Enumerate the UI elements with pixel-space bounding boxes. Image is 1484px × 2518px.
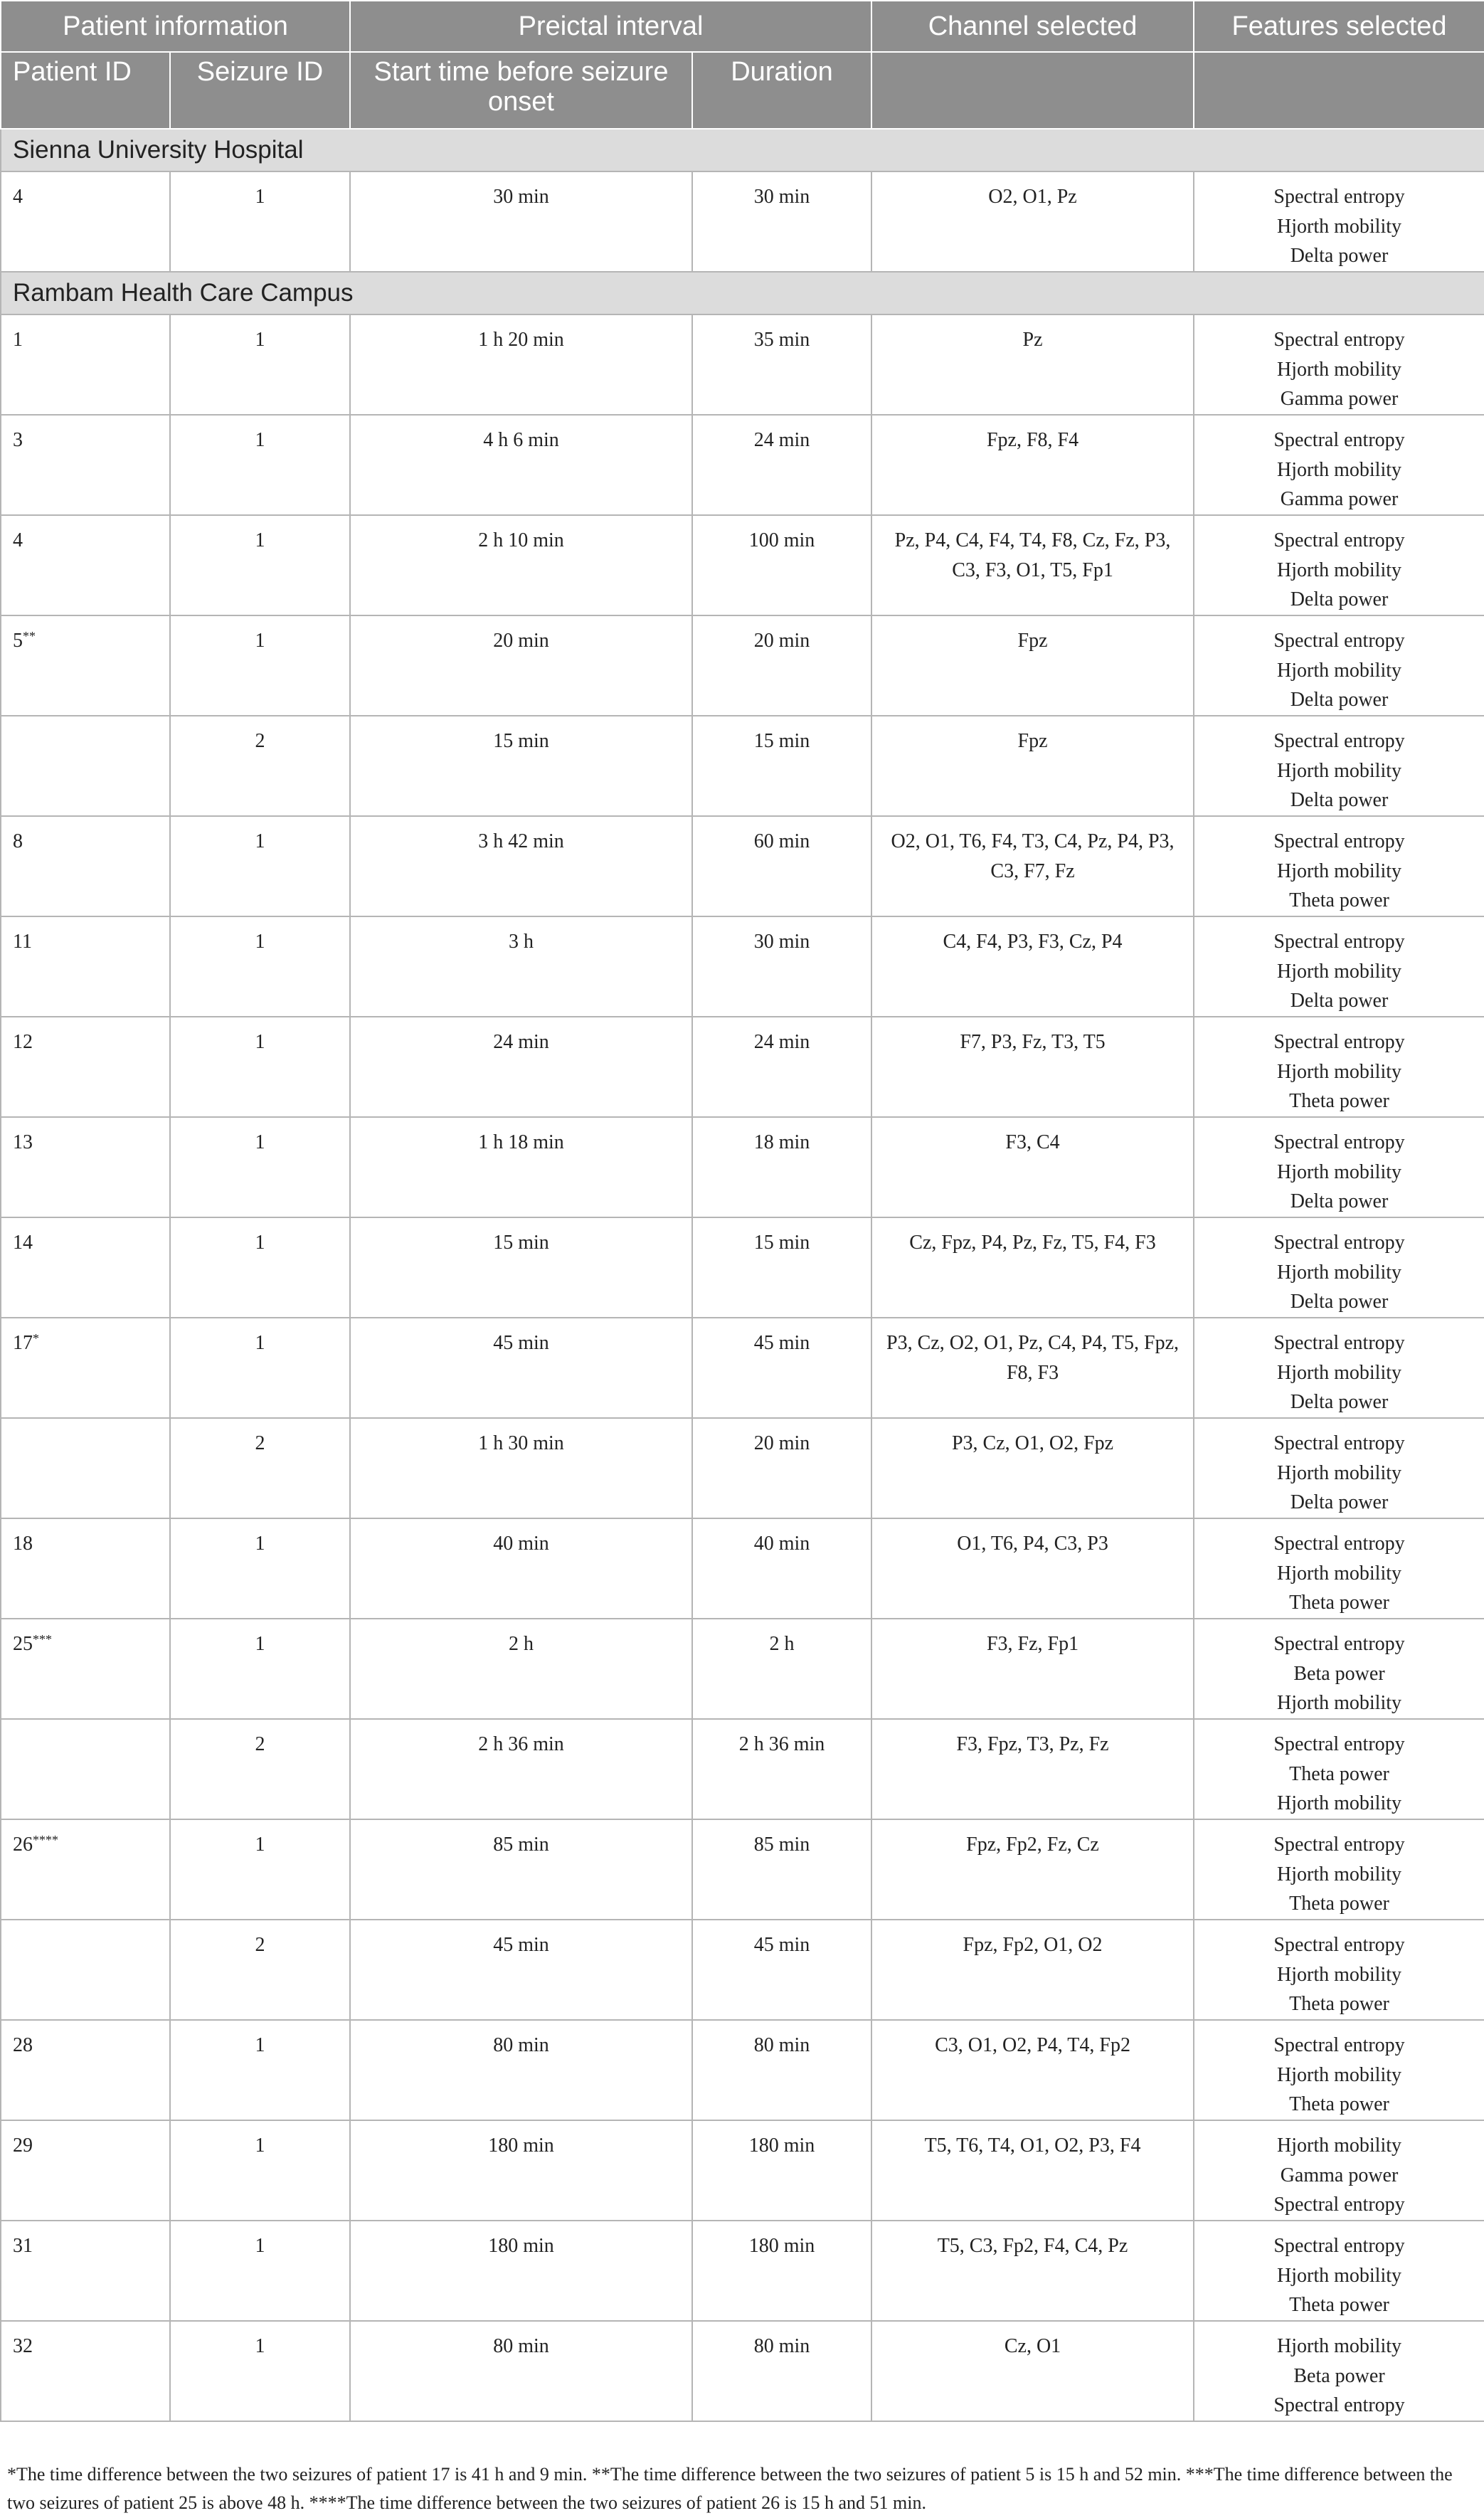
cell-start-time: 3 h [350, 916, 692, 1017]
patient-id-value: 4 [13, 186, 23, 208]
cell-seizure-id: 1 [170, 515, 350, 615]
patient-id-value: 12 [13, 1031, 33, 1053]
cell-channels: Fpz, Fp2, Fz, Cz [871, 1819, 1194, 1920]
feature-item: Theta power [1289, 1893, 1389, 1915]
cell-start-time: 2 h 36 min [350, 1719, 692, 1819]
patient-id-value: 11 [13, 931, 32, 953]
feature-item: Spectral entropy [1273, 630, 1405, 652]
cell-seizure-id: 1 [170, 1518, 350, 1619]
feature-item: Spectral entropy [1273, 1934, 1405, 1956]
cell-start-time: 30 min [350, 171, 692, 272]
table-row [1, 816, 1484, 916]
feature-item: Hjorth mobility [1277, 759, 1402, 782]
cell-patient-id [1, 415, 170, 515]
feature-item: Delta power [1290, 1491, 1389, 1513]
cell-channels: F3, C4 [871, 1117, 1194, 1217]
cell-seizure-id: 1 [170, 2321, 350, 2421]
patient-id-value: 8 [13, 830, 23, 852]
cell-start-time: 45 min [350, 1920, 692, 2020]
feature-item: Delta power [1290, 789, 1389, 811]
cell-features [1194, 314, 1484, 415]
cell-seizure-id: 1 [170, 171, 350, 272]
cell-seizure-id: 1 [170, 615, 350, 716]
cell-channels: Fpz, Fp2, O1, O2 [871, 1920, 1194, 2020]
cell-start-time: 1 h 18 min [350, 1117, 692, 1217]
table-row [1, 415, 1484, 515]
cell-start-time: 3 h 42 min [350, 816, 692, 916]
cell-duration: 45 min [692, 1318, 871, 1418]
cell-duration: 30 min [692, 171, 871, 272]
feature-item: Spectral entropy [1273, 730, 1405, 752]
table-row [1, 2221, 1484, 2321]
feature-item: Hjorth mobility [1277, 1461, 1402, 1484]
footnote-marker: * [33, 1331, 39, 1345]
cell-channels: Pz [871, 314, 1194, 415]
cell-duration: 80 min [692, 2321, 871, 2421]
feature-item: Theta power [1289, 889, 1389, 911]
table-footnote: *The time difference between the two seizures of patient 17 is 41 h and 9 min. **The time difference between the two seizures of patient 5 is 15 h and 52 min. ***The time difference between the two seizures of patient 25 is above 48 h. ****The time difference between the two seizures of patient 26 is 15 h and 51 min. [7, 2464, 1453, 2513]
cell-duration: 24 min [692, 415, 871, 515]
feature-item: Hjorth mobility [1277, 960, 1402, 983]
feature-item: Gamma power [1280, 488, 1399, 510]
feature-item: Spectral entropy [1273, 2394, 1405, 2416]
cell-channels: Pz, P4, C4, F4, T4, F8, Cz, Fz, P3, C3, F3, O1, T5, Fp1 [871, 515, 1194, 615]
cell-seizure-id: 1 [170, 916, 350, 1017]
cell-duration: 24 min [692, 1017, 871, 1117]
cell-seizure-id: 1 [170, 1117, 350, 1217]
cell-start-time: 2 h 10 min [350, 515, 692, 615]
table-row [1, 2321, 1484, 2421]
cell-patient-id [1, 515, 170, 615]
header-row-groups [1, 1, 1484, 52]
cell-start-time: 2 h [350, 1619, 692, 1719]
feature-item: Delta power [1290, 1291, 1389, 1313]
cell-seizure-id: 2 [170, 1719, 350, 1819]
feature-item: Delta power [1290, 1391, 1389, 1413]
cell-duration: 180 min [692, 2221, 871, 2321]
patient-id-value: 32 [13, 2335, 33, 2357]
feature-item: Spectral entropy [1273, 2235, 1405, 2257]
cell-duration: 60 min [692, 816, 871, 916]
cell-seizure-id: 1 [170, 1318, 350, 1418]
cell-duration: 20 min [692, 615, 871, 716]
feature-item: Beta power [1293, 2364, 1385, 2387]
cell-start-time: 1 h 30 min [350, 1418, 692, 1518]
cell-features [1194, 1619, 1484, 1719]
cell-patient-id [1, 916, 170, 1017]
table-row [1, 515, 1484, 615]
cell-features [1194, 2120, 1484, 2221]
table-row [1, 1518, 1484, 1619]
feature-item: Spectral entropy [1273, 186, 1405, 208]
feature-item: Theta power [1289, 2093, 1389, 2115]
patient-id-value: 17 [13, 1332, 33, 1354]
cell-duration: 180 min [692, 2120, 871, 2221]
cell-seizure-id: 1 [170, 2221, 350, 2321]
cell-channels: Fpz [871, 716, 1194, 816]
table-row [1, 171, 1484, 272]
cell-duration: 85 min [692, 1819, 871, 1920]
cell-start-time: 20 min [350, 615, 692, 716]
cell-duration: 100 min [692, 515, 871, 615]
cell-channels: C4, F4, P3, F3, Cz, P4 [871, 916, 1194, 1017]
cell-start-time: 40 min [350, 1518, 692, 1619]
cell-seizure-id: 2 [170, 1418, 350, 1518]
feature-item: Hjorth mobility [1277, 1963, 1402, 1986]
feature-item: Spectral entropy [1273, 429, 1405, 451]
patient-id-value: 1 [13, 329, 23, 351]
cell-seizure-id: 1 [170, 1619, 350, 1719]
cell-features [1194, 1920, 1484, 2020]
cell-channels: O2, O1, Pz [871, 171, 1194, 272]
patient-id-value: 28 [13, 2034, 33, 2056]
feature-item: Spectral entropy [1273, 931, 1405, 953]
header-patient-information: Patient information [1, 1, 350, 52]
cell-channels: Fpz [871, 615, 1194, 716]
cell-start-time: 15 min [350, 1217, 692, 1318]
feature-item: Spectral entropy [1273, 1332, 1405, 1354]
cell-duration: 15 min [692, 716, 871, 816]
table-row [1, 1418, 1484, 1518]
patient-id-value: 25 [13, 1633, 33, 1655]
table-row [1, 2020, 1484, 2120]
cell-patient-id [1, 171, 170, 272]
table-row [1, 314, 1484, 415]
table-row [1, 1719, 1484, 1819]
cell-start-time: 80 min [350, 2321, 692, 2421]
feature-item: Spectral entropy [1273, 2034, 1405, 2056]
footnote-marker: **** [33, 1833, 58, 1847]
feature-item: Delta power [1290, 245, 1389, 267]
section-row [1, 272, 1484, 314]
cell-duration: 35 min [692, 314, 871, 415]
cell-patient-id [1, 2020, 170, 2120]
feature-item: Hjorth mobility [1277, 2063, 1402, 2086]
cell-seizure-id: 2 [170, 1920, 350, 2020]
patient-id-value: 5 [13, 630, 23, 652]
cell-features [1194, 1518, 1484, 1619]
cell-channels: F3, Fpz, T3, Pz, Fz [871, 1719, 1194, 1819]
cell-start-time: 85 min [350, 1819, 692, 1920]
cell-channels: T5, C3, Fp2, F4, C4, Pz [871, 2221, 1194, 2321]
footnote-marker: ** [23, 629, 36, 643]
table-row [1, 916, 1484, 1017]
feature-item: Hjorth mobility [1277, 1160, 1402, 1183]
patient-id-value: 13 [13, 1131, 33, 1153]
table-row [1, 1920, 1484, 2020]
cell-patient-id [1, 1017, 170, 1117]
patient-id-value: 4 [13, 529, 23, 551]
cell-features [1194, 1318, 1484, 1418]
header-duration: Duration [692, 52, 871, 129]
cell-patient-id [1, 1920, 170, 2020]
cell-patient-id [1, 2120, 170, 2221]
cell-features [1194, 1217, 1484, 1318]
patient-id-value: 29 [13, 2135, 33, 2157]
cell-patient-id [1, 1318, 170, 1418]
feature-item: Hjorth mobility [1277, 1261, 1402, 1284]
cell-duration: 18 min [692, 1117, 871, 1217]
table-row [1, 1819, 1484, 1920]
cell-channels: P3, Cz, O2, O1, Pz, C4, P4, T5, Fpz, F8, F3 [871, 1318, 1194, 1418]
cell-patient-id [1, 2321, 170, 2421]
cell-features [1194, 1719, 1484, 1819]
cell-seizure-id: 1 [170, 1017, 350, 1117]
cell-channels: Cz, Fpz, P4, Pz, Fz, T5, F4, F3 [871, 1217, 1194, 1318]
cell-duration: 40 min [692, 1518, 871, 1619]
table-row [1, 1017, 1484, 1117]
cell-features [1194, 2221, 1484, 2321]
cell-duration: 2 h [692, 1619, 871, 1719]
cell-channels: O2, O1, T6, F4, T3, C4, Pz, P4, P3, C3, F7, Fz [871, 816, 1194, 916]
cell-seizure-id: 1 [170, 314, 350, 415]
feature-item: Hjorth mobility [1277, 2264, 1402, 2287]
cell-features [1194, 716, 1484, 816]
feature-item: Spectral entropy [1273, 2194, 1405, 2216]
header-patient-id: Patient ID [1, 52, 170, 129]
table-row [1, 615, 1484, 716]
cell-channels: F3, Fz, Fp1 [871, 1619, 1194, 1719]
feature-item: Spectral entropy [1273, 1834, 1405, 1856]
cell-duration: 45 min [692, 1920, 871, 2020]
header-channel-selected: Channel selected [871, 1, 1194, 52]
cell-channels: Fpz, F8, F4 [871, 415, 1194, 515]
cell-patient-id [1, 2221, 170, 2321]
feature-item: Hjorth mobility [1277, 1562, 1402, 1585]
feature-item: Beta power [1293, 1662, 1385, 1685]
cell-channels: C3, O1, O2, P4, T4, Fp2 [871, 2020, 1194, 2120]
cell-duration: 20 min [692, 1418, 871, 1518]
cell-patient-id [1, 314, 170, 415]
patient-id-value: 18 [13, 1533, 33, 1555]
cell-start-time: 4 h 6 min [350, 415, 692, 515]
header-features-empty [1194, 52, 1484, 129]
feature-item: Hjorth mobility [1277, 859, 1402, 882]
header-preictal-interval: Preictal interval [350, 1, 871, 52]
feature-item: Gamma power [1280, 388, 1399, 410]
cell-patient-id [1, 1418, 170, 1518]
cell-patient-id [1, 1719, 170, 1819]
cell-channels: T5, T6, T4, O1, O2, P3, F4 [871, 2120, 1194, 2221]
table-row [1, 716, 1484, 816]
table-row [1, 1117, 1484, 1217]
cell-features [1194, 1418, 1484, 1518]
feature-item: Spectral entropy [1273, 1733, 1405, 1755]
cell-features [1194, 515, 1484, 615]
table-row [1, 1217, 1484, 1318]
feature-item: Spectral entropy [1273, 1432, 1405, 1454]
cell-features [1194, 1117, 1484, 1217]
cell-start-time: 180 min [350, 2221, 692, 2321]
feature-item: Hjorth mobility [1277, 458, 1402, 481]
cell-start-time: 180 min [350, 2120, 692, 2221]
table-row [1, 1619, 1484, 1719]
cell-features [1194, 816, 1484, 916]
cell-patient-id [1, 816, 170, 916]
feature-item: Hjorth mobility [1277, 1792, 1402, 1814]
cell-channels: Cz, O1 [871, 2321, 1194, 2421]
feature-item: Spectral entropy [1273, 1232, 1405, 1254]
cell-start-time: 80 min [350, 2020, 692, 2120]
section-rambam: Rambam Health Care Campus [1, 272, 1484, 314]
cell-channels: P3, Cz, O1, O2, Fpz [871, 1418, 1194, 1518]
cell-seizure-id: 1 [170, 1819, 350, 1920]
cell-duration: 15 min [692, 1217, 871, 1318]
cell-patient-id [1, 1619, 170, 1719]
feature-item: Hjorth mobility [1277, 1692, 1402, 1714]
feature-item: Hjorth mobility [1277, 1361, 1402, 1384]
cell-patient-id [1, 716, 170, 816]
cell-seizure-id: 2 [170, 716, 350, 816]
feature-item: Hjorth mobility [1277, 559, 1402, 581]
cell-duration: 80 min [692, 2020, 871, 2120]
header-channel-empty [871, 52, 1194, 129]
cell-patient-id [1, 1518, 170, 1619]
cell-seizure-id: 1 [170, 816, 350, 916]
table-body [1, 129, 1484, 2421]
feature-item: Theta power [1289, 1592, 1389, 1614]
table-row [1, 2120, 1484, 2221]
feature-item: Delta power [1290, 689, 1389, 711]
patient-id-value: 26 [13, 1834, 33, 1856]
cell-features [1194, 916, 1484, 1017]
cell-channels: F7, P3, Fz, T3, T5 [871, 1017, 1194, 1117]
section-sienna: Sienna University Hospital [1, 129, 1484, 171]
cell-features [1194, 615, 1484, 716]
feature-item: Theta power [1289, 1090, 1389, 1112]
cell-duration: 2 h 36 min [692, 1719, 871, 1819]
feature-item: Spectral entropy [1273, 830, 1405, 852]
feature-item: Hjorth mobility [1277, 1060, 1402, 1083]
feature-item: Theta power [1289, 1993, 1389, 2015]
feature-item: Spectral entropy [1273, 329, 1405, 351]
patient-id-value: 31 [13, 2235, 33, 2257]
cell-features [1194, 415, 1484, 515]
cell-start-time: 24 min [350, 1017, 692, 1117]
feature-item: Gamma power [1280, 2164, 1399, 2186]
feature-item: Spectral entropy [1273, 1131, 1405, 1153]
feature-item: Hjorth mobility [1277, 2335, 1402, 2357]
feature-item: Delta power [1290, 990, 1389, 1012]
feature-item: Spectral entropy [1273, 529, 1405, 551]
feature-item: Theta power [1289, 1762, 1389, 1785]
feature-item: Hjorth mobility [1277, 215, 1402, 238]
header-seizure-id: Seizure ID [170, 52, 350, 129]
cell-patient-id [1, 615, 170, 716]
cell-features [1194, 1017, 1484, 1117]
section-row [1, 129, 1484, 171]
feature-item: Hjorth mobility [1277, 659, 1402, 682]
header-start-time: Start time before seizure onset [350, 52, 692, 129]
feature-item: Spectral entropy [1273, 1633, 1405, 1655]
cell-patient-id [1, 1819, 170, 1920]
header-row-columns [1, 52, 1484, 129]
cell-features [1194, 1819, 1484, 1920]
feature-item: Delta power [1290, 588, 1389, 610]
cell-start-time: 15 min [350, 716, 692, 816]
cell-seizure-id: 1 [170, 1217, 350, 1318]
patient-id-value: 3 [13, 429, 23, 451]
cell-seizure-id: 1 [170, 2020, 350, 2120]
feature-item: Hjorth mobility [1277, 358, 1402, 381]
cell-seizure-id: 1 [170, 415, 350, 515]
patient-id-value: 14 [13, 1232, 33, 1254]
cell-patient-id [1, 1217, 170, 1318]
cell-features [1194, 2020, 1484, 2120]
feature-item: Hjorth mobility [1277, 1863, 1402, 1885]
cell-features [1194, 171, 1484, 272]
header-features-selected: Features selected [1194, 1, 1484, 52]
cell-start-time: 1 h 20 min [350, 314, 692, 415]
cell-seizure-id: 1 [170, 2120, 350, 2221]
cell-channels: O1, T6, P4, C3, P3 [871, 1518, 1194, 1619]
cell-start-time: 45 min [350, 1318, 692, 1418]
feature-item: Delta power [1290, 1190, 1389, 1212]
cell-duration: 30 min [692, 916, 871, 1017]
feature-item: Theta power [1289, 2294, 1389, 2316]
cell-features [1194, 2321, 1484, 2421]
table-row [1, 1318, 1484, 1418]
feature-item: Hjorth mobility [1277, 2135, 1402, 2157]
footnote-marker: *** [33, 1632, 52, 1646]
cell-patient-id [1, 1117, 170, 1217]
feature-item: Spectral entropy [1273, 1533, 1405, 1555]
feature-item: Spectral entropy [1273, 1031, 1405, 1053]
